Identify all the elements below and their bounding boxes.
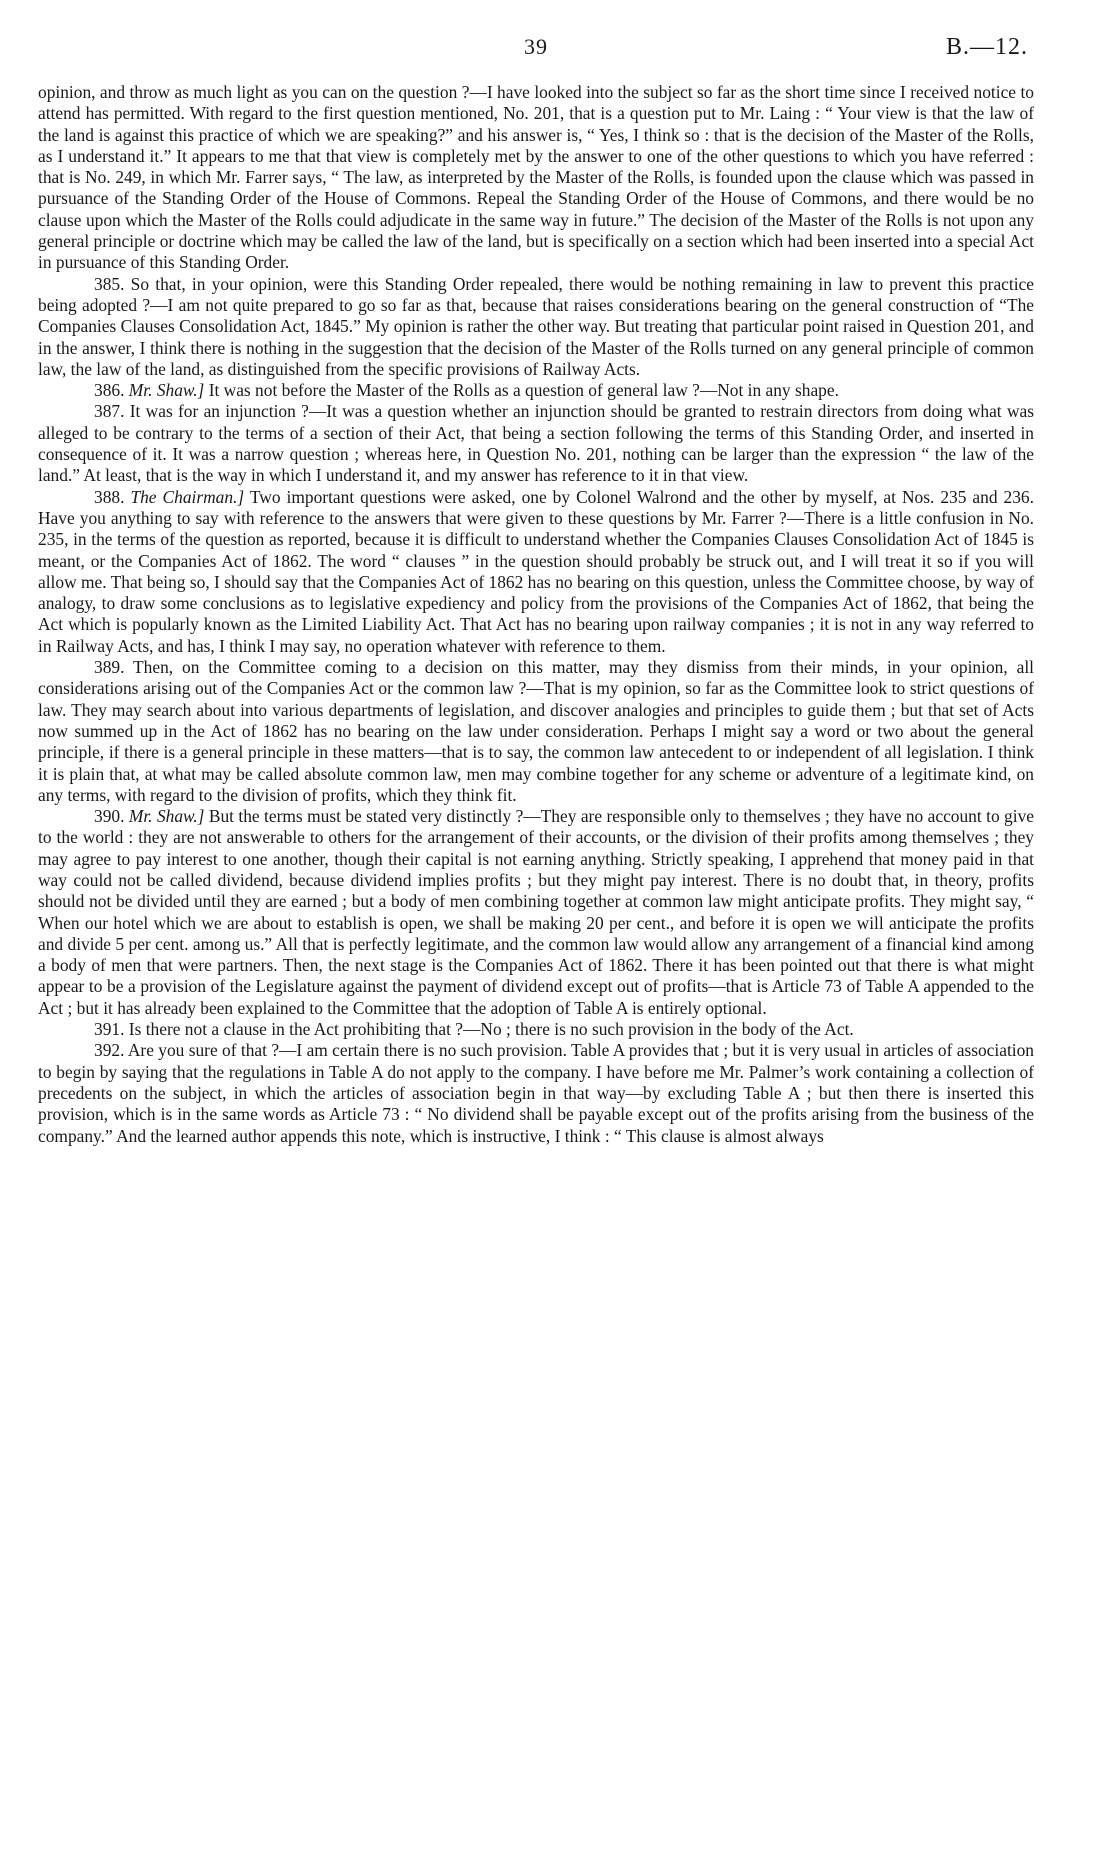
page-header <box>38 34 1034 72</box>
paragraph-text: Two important questions were asked, one by Colonel Walrond and the other by myself, at Nos. 235 and 236. Have you anything to say with reference to the answers that were given to these questions by Mr. Farrer ?—There is a little confusion in No. 235, in the terms of the question as reported, because it is difficult to understand whether the Companies Clauses Consolidation Act of 1845 is meant, or the Companies Act of 1862. The word “ clauses ” in the question should probably be struck out, and I will treat it so if you will allow me. That being so, I should say that the Companies Act of 1862 has no bearing on this question, unless the Committee choose, by way of analogy, to draw some conclusions as to legislative expediency and policy from the provisions of the Companies Act of 1862, that being the Act which is popularly known as the Limited Liability Act. That Act has no bearing upon railway companies ; it is not in any way referred to in Railway Acts, and has, I think I may say, no operation whatever with reference to them. <box>38 486 1034 656</box>
body-text <box>38 82 1034 1147</box>
paragraph-text: So that, in your opinion, were this Standing Order repealed, there would be nothing remaining in law to prevent this practice being adopted ?—I am not quite prepared to go so far as that, because that raises considerations bearing on the general construction of “The Companies Clauses Consolidation Act, 1845.” My opinion is rather the other way. But treating that particular point raised in Question 201, and in the answer, I think there is nothing in the suggestion that the decision of the Master of the Rolls turned on any general principle of common law, the law of the land, as distinguished from the specific provisions of Railway Acts. <box>38 273 1034 379</box>
paragraph-text: Then, on the Committee coming to a decision on this matter, may they dismiss from their minds, in your opinion, all considerations arising out of the Companies Act or the common law ?—That is my opinion, so far as the Committee look to strict questions of law. They may search about into various departments of legislation, and discover analogies and principles to guide them ; but that set of Acts now summed up in the Act of 1862 has no bearing on the law under consideration. Perhaps I might say a word or two about the general principle, if there is a general principle in these matters—that is to say, the common law antecedent to or independent of all legislation. I think it is plain that, at what may be called absolute common law, men may combine together for any scheme or adventure of a legitimate kind, on any terms, with regard to the division of profits, which they think fit. <box>38 657 1034 805</box>
question-number: 392. <box>94 1040 125 1061</box>
paragraph-text: opinion, and throw as much light as you can on the question ?—I have looked into the subject so far as the short time since I received notice to attend has permitted. With regard to the first question mentioned, No. 201, that is a question put to Mr. Laing : “ Your view is that the law of the land is against this practice of which we are speaking?” and his answer is, “ Yes, I think so : that is the decision of the Master of the Rolls, as I understand it.” It appears to me that that view is completely met by the answer to one of the other questions to which you have referred : that is No. 249, in which Mr. Farrer says, “ The law, as interpreted by the Master of the Rolls, is founded upon the clause which was passed in pursuance of the Standing Order of the House of Commons. Repeal the Standing Order of the House of Commons, and there would be no clause upon which the Master of the Rolls could adjudicate in the same way in future.” The decision of the Master of the Rolls is not upon any general principle or doctrine which may be called the law of the land, but is specifically on a section which had been inserted into a special Act in pursuance of this Standing Order. <box>38 82 1034 273</box>
paragraph-386 <box>38 380 1034 401</box>
question-number: 387. <box>94 401 125 422</box>
question-number: 385. <box>94 273 125 294</box>
paragraph-text: Is there not a clause in the Act prohibiting that ?—No ; there is no such provision in the body of the Act. <box>128 1019 854 1040</box>
speaker-label: Mr. Shaw.] <box>128 806 205 827</box>
paragraph-385 <box>38 274 1034 380</box>
paragraph-390 <box>38 806 1034 1019</box>
speaker-label: Mr. Shaw.] <box>128 380 205 401</box>
question-number: 386. <box>94 380 125 401</box>
speaker-label: The Chairman.] <box>130 486 245 507</box>
paragraph-text: But the terms must be stated very distinctly ?—They are responsible only to themselves ; they have no account to give to the world : they are not answerable to others for the arrangement of their accounts, or the division of their profits among themselves ; they may agree to pay interest to one another, though their capital is not earning anything. Strictly speaking, I apprehend that money paid in that way could not be called dividend, because dividend implies profits ; but they might pay interest. There is no doubt that, in theory, profits should not be divided until they are earned ; but a body of men combining together at common law might anticipate profits. They might say, “ When our hotel which we are about to establish is open, we shall be making 20 per cent., and before it is open we will anticipate the profits and divide 5 per cent. among us.” All that is perfectly legitimate, and the common law would allow any arrangement of a financial kind among a body of men that were partners. Then, the next stage is the Companies Act of 1862. There it has been pointed out that there is what might appear to be a provision of the Legislature against the payment of dividend except out of profits—that is Article 73 of Table A appended to the Act ; but it has already been explained to the Committee that the adoption of Table A is entirely optional. <box>38 806 1034 1018</box>
paragraph-387 <box>38 401 1034 486</box>
document-reference: B.—12. <box>945 34 1028 60</box>
paragraph-391 <box>38 1019 1034 1040</box>
document-page <box>38 34 1034 1147</box>
question-number: 388. <box>94 486 125 507</box>
question-number: 389. <box>94 657 125 678</box>
question-number: 391. <box>94 1019 125 1040</box>
paragraph-388 <box>38 487 1034 657</box>
question-number: 390. <box>94 806 125 827</box>
paragraph-text: It was not before the Master of the Rolls as a question of general law ?—Not in any shape. <box>208 380 839 401</box>
paragraph-text: Are you sure of that ?—I am certain there is no such provision. Table A provides that ; but it is very usual in articles of association to begin by saying that the regulations in Table A do not apply to the company. I have before me Mr. Palmer’s work containing a collection of precedents on the subject, in which the articles of association begin in that way—by excluding Table A ; but then there is inserted this provision, which is in the same words as Article 73 : “ No dividend shall be payable except out of the profits arising from the business of the company.” And the learned author appends this note, which is instructive, I think : “ This clause is almost always <box>38 1040 1034 1146</box>
paragraph-text: It was for an injunction ?—It was a question whether an injunction should be granted to restrain directors from doing what was alleged to be contrary to the terms of a section of their Act, that being a section following the terms of this Standing Order, and inserted in consequence of it. It was a narrow question ; whereas here, in Question No. 201, nothing can be larger than the expression “ the law of the land.” At least, that is the way in which I understand it, and my answer has reference to it in that view. <box>38 401 1034 486</box>
paragraph-continuation <box>38 82 1034 274</box>
paragraph-389 <box>38 657 1034 806</box>
paragraph-392 <box>38 1040 1034 1146</box>
page-number: 39 <box>524 34 548 59</box>
